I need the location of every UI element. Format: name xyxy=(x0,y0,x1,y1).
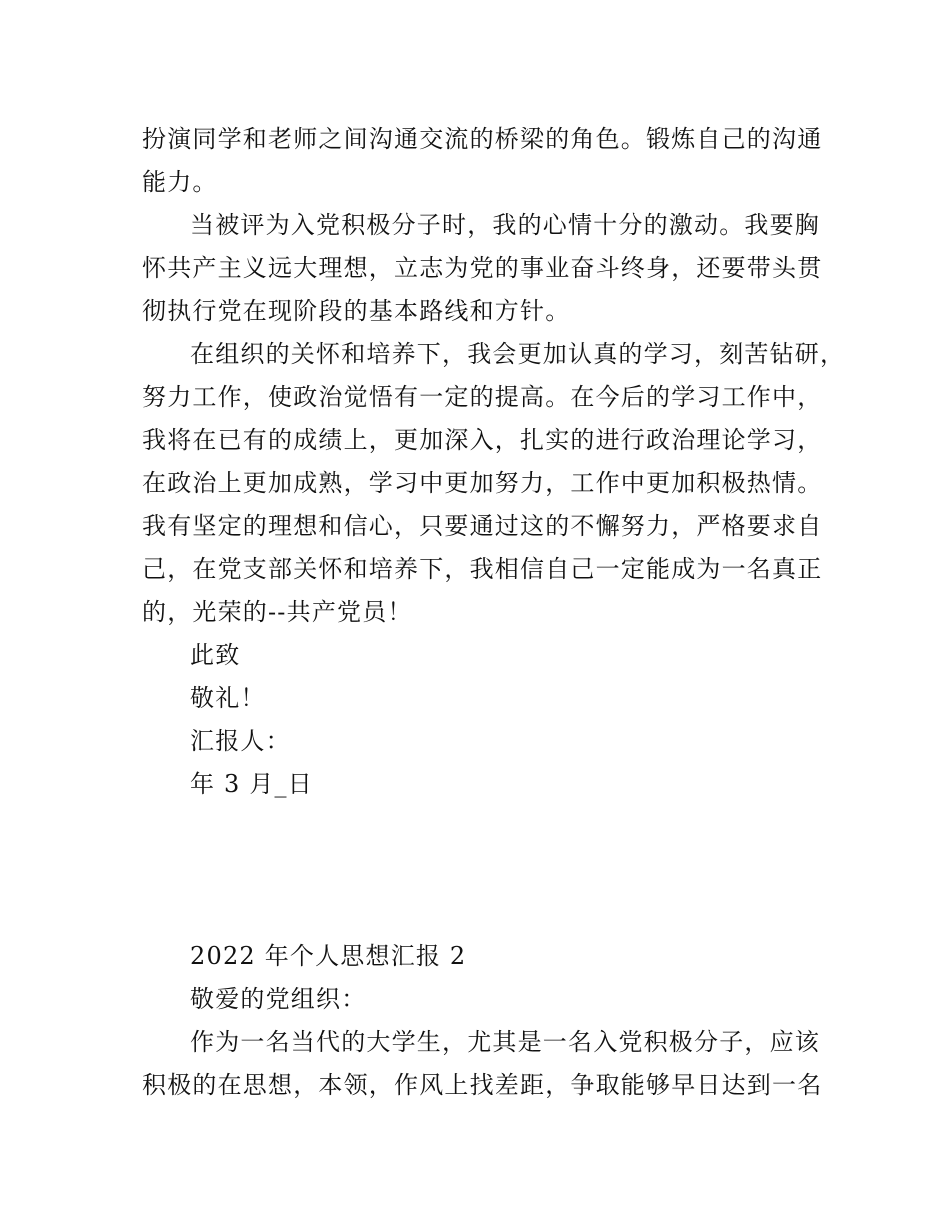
paragraph-line: 的，光荣的--共产党员！ xyxy=(142,598,413,626)
paragraph-line: 怀共产主义远大理想，立志为党的事业奋斗终身，还要带头贯 xyxy=(142,254,823,282)
paragraph-line: 扮演同学和老师之间沟通交流的桥梁的角色。锻炼自己的沟通 xyxy=(142,125,823,153)
paragraph-line: 当被评为入党积极分子时，我的心情十分的激动。我要胸 xyxy=(190,211,820,239)
paragraph-line: 作为一名当代的大学生，尤其是一名入党积极分子，应该 xyxy=(190,1028,820,1056)
reporter-label: 汇报人： xyxy=(190,727,291,755)
paragraph-line: 己，在党支部关怀和培养下，我相信自己一定能成为一名真正 xyxy=(142,555,823,583)
paragraph-line: 在政治上更加成熟，学习中更加努力，工作中更加积极热情。 xyxy=(142,469,823,497)
paragraph-line: 在组织的关怀和培养下，我会更加认真的学习，刻苦钻研， xyxy=(190,340,846,368)
paragraph-line: 努力工作，使政治觉悟有一定的提高。在今后的学习工作中， xyxy=(142,383,823,411)
report-date: 年 3 月_日 xyxy=(190,770,313,798)
paragraph-line: 我有坚定的理想和信心，只要通过这的不懈努力，严格要求自 xyxy=(142,512,823,540)
paragraph-line: 能力。 xyxy=(142,168,218,196)
closing-respect: 敬礼！ xyxy=(190,684,266,712)
section-title: 2022 年个人思想汇报 2 xyxy=(190,942,467,970)
paragraph-line: 积极的在思想，本领，作风上找差距，争取能够早日达到一名 xyxy=(142,1071,823,1099)
paragraph-line: 我将在已有的成绩上，更加深入，扎实的进行政治理论学习， xyxy=(142,426,823,454)
paragraph-line: 彻执行党在现阶段的基本路线和方针。 xyxy=(142,297,571,325)
letter-greeting: 敬爱的党组织： xyxy=(190,985,367,1013)
closing-salutation: 此致 xyxy=(190,641,241,669)
